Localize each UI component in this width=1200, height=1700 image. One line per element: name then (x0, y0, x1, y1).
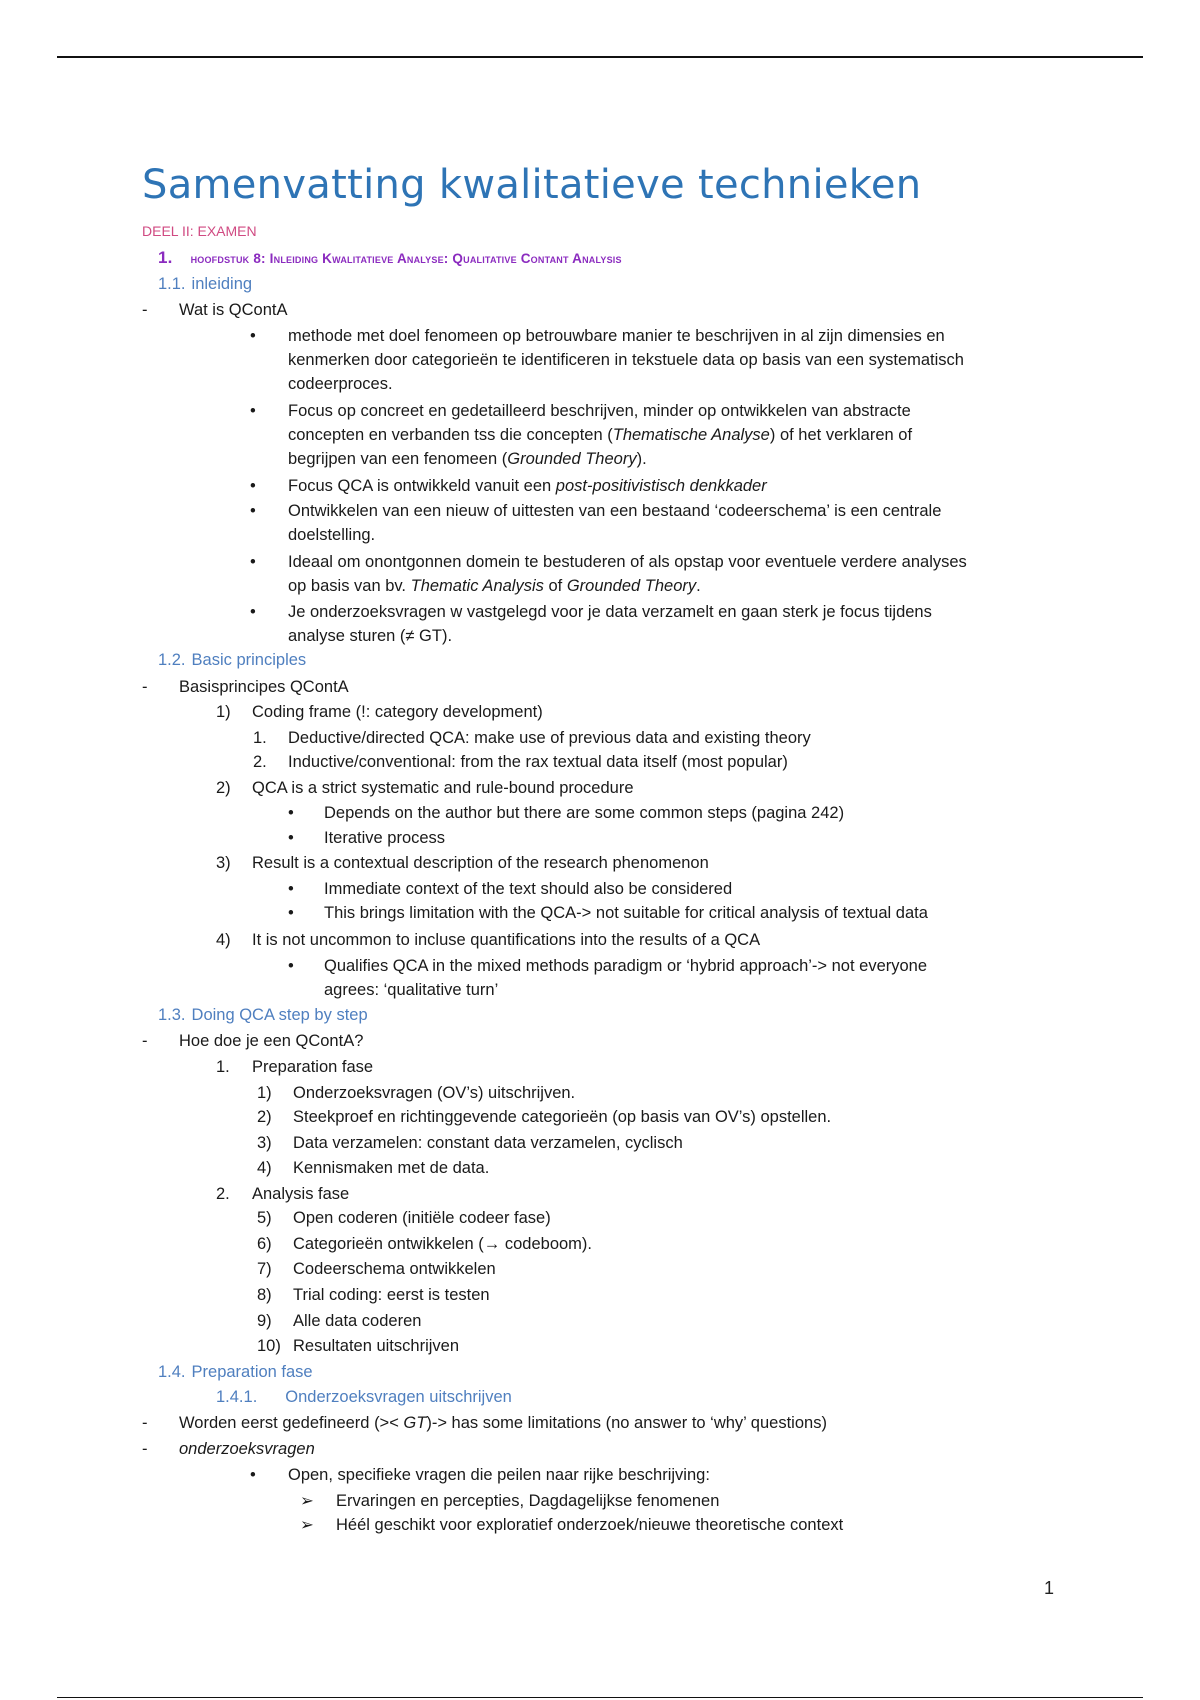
subsection-title: Onderzoeksvragen uitschrijven (285, 1388, 512, 1406)
bullet-marker: • (250, 477, 256, 495)
section-heading (158, 272, 252, 297)
list-number: 3) (257, 1134, 272, 1152)
dash-marker: - (142, 1032, 148, 1050)
list-number: 1. (253, 729, 267, 747)
bullet-text: methode met doel fenomeen op betrouwbare manier te beschrijven in al zijn dimensies en (288, 327, 945, 345)
bullet-text: codeerproces. (288, 375, 393, 393)
list-item: It is not uncommon to incluse quantifications into the results of a QCA (252, 931, 761, 949)
section-heading (158, 1003, 368, 1028)
text-run: concepten en verbanden tss die concepten ( (288, 426, 613, 444)
section-title: Preparation fase (191, 1363, 313, 1381)
subsection-number: 1.4.1. (216, 1388, 258, 1406)
bullet-marker: • (250, 1466, 256, 1484)
text-run: Focus QCA is ontwikkeld vanuit een (288, 477, 556, 495)
section-number: 1.2. (158, 651, 186, 669)
text-run: . (696, 577, 701, 595)
bullet-marker: • (288, 957, 294, 975)
text-run: )-> has some limitations (no answer to ‘why’ questions) (426, 1414, 827, 1432)
bullet-marker: • (250, 502, 256, 520)
list-item: Codeerschema ontwikkelen (293, 1260, 496, 1278)
list-number: 2. (253, 753, 267, 771)
italic-text: Grounded Theory (566, 577, 697, 595)
subsection-heading (216, 1385, 512, 1410)
bullet-text: Focus op concreet en gedetailleerd beschrijven, minder op ontwikkelen van abstracte (288, 402, 911, 420)
dash-marker: - (142, 301, 148, 319)
dash-item (179, 1411, 827, 1436)
section-number: 1.4. (158, 1363, 186, 1381)
bullet-text (288, 447, 647, 472)
bullet-text: Iterative process (324, 829, 446, 847)
list-number: 7) (257, 1260, 272, 1278)
bullet-text: Open, specifieke vragen die peilen naar rijke beschrijving: (288, 1466, 710, 1484)
list-item: Inductive/conventional: from the rax textual data itself (most popular) (288, 753, 788, 771)
list-item: Kennismaken met de data. (293, 1159, 490, 1177)
chapter-heading (158, 245, 622, 271)
italic-text: Thematic Analysis (410, 577, 544, 595)
section-title: Doing QCA step by step (191, 1006, 368, 1024)
list-number: 2) (216, 779, 231, 797)
text-run: ) of het verklaren of (769, 426, 913, 444)
list-number: 9) (257, 1312, 272, 1330)
dash-item: onderzoeksvragen (179, 1440, 315, 1458)
text-run: begrijpen van een fenomeen ( (288, 450, 508, 468)
list-item: Data verzamelen: constant data verzamelen, cyclisch (293, 1134, 683, 1152)
text-run: Worden eerst gedefineerd (>< (179, 1414, 404, 1432)
bullet-text: analyse sturen (≠ GT). (288, 627, 453, 645)
list-item: Analysis fase (252, 1185, 350, 1203)
list-item: Coding frame (!: category development) (252, 703, 543, 721)
list-item: Steekproef en richtinggevende categorieën (op basis van OV’s) opstellen. (293, 1108, 832, 1126)
italic-text: Thematische Analyse (612, 426, 770, 444)
dash-marker: - (142, 1414, 148, 1432)
section-heading (158, 1360, 313, 1385)
list-number: 1) (257, 1084, 272, 1102)
section-title: inleiding (191, 275, 253, 293)
section-number: 1.3. (158, 1006, 186, 1024)
list-number: 4) (216, 931, 231, 949)
section-title: Basic principles (191, 651, 307, 669)
arrow-bullet-icon: ➢ (300, 1516, 314, 1534)
dash-marker: - (142, 678, 148, 696)
list-item: Onderzoeksvragen (OV’s) uitschrijven. (293, 1084, 576, 1102)
list-item: Result is a contextual description of the research phenomenon (252, 854, 709, 872)
header-rule (57, 56, 1143, 58)
list-number: 5) (257, 1209, 272, 1227)
bullet-marker: • (288, 829, 294, 847)
bullet-marker: • (288, 880, 294, 898)
page-number: 1 (1044, 1578, 1055, 1598)
list-number: 1) (216, 703, 231, 721)
italic-text: post-positivistisch denkkader (555, 477, 767, 495)
bullet-text: agrees: ‘qualitative turn’ (324, 981, 499, 999)
section-heading (158, 648, 306, 673)
bullet-text (288, 474, 767, 499)
list-number: 3) (216, 854, 231, 872)
list-item: Categorieën ontwikkelen (→ codeboom). (293, 1235, 592, 1253)
bullet-text: Immediate context of the text should also be considered (324, 880, 733, 898)
bullet-marker: • (250, 327, 256, 345)
list-item: Open coderen (initiële codeer fase) (293, 1209, 551, 1227)
list-item: Trial coding: eerst is testen (293, 1286, 490, 1304)
bullet-marker: • (250, 402, 256, 420)
list-item: Deductive/directed QCA: make use of previous data and existing theory (288, 729, 811, 747)
list-item: Preparation fase (252, 1058, 374, 1076)
bullet-text: Ideaal om onontgonnen domein te bestuderen of als opstap voor eventuele verdere analyses (288, 553, 967, 571)
section-number: 1.1. (158, 275, 186, 293)
bullet-text (288, 574, 701, 599)
bullet-marker: • (250, 603, 256, 621)
text-run: ). (636, 450, 647, 468)
dash-item: Wat is QContA (179, 301, 288, 319)
bullet-text (288, 423, 912, 448)
bullet-marker: • (250, 553, 256, 571)
text-run: op basis van bv. (288, 577, 411, 595)
document-title: Samenvatting kwalitatieve technieken (142, 162, 922, 208)
arrow-item: Ervaringen en percepties, Dagdagelijkse fenomenen (336, 1492, 720, 1510)
list-number: 2) (257, 1108, 272, 1126)
footer-rule (57, 1697, 1143, 1698)
bullet-text: kenmerken door categorieën te identificeren in tekstuele data op basis van een systematisch (288, 351, 964, 369)
chapter-title: hoofdstuk 8: Inleiding Kwalitatieve Analyse: Qualitative Contant Analysis (190, 251, 622, 266)
list-number: 10) (257, 1337, 281, 1355)
bullet-marker: • (288, 904, 294, 922)
list-number: 8) (257, 1286, 272, 1304)
bullet-text: Je onderzoeksvragen w vastgelegd voor je data verzamelt en gaan sterk je focus tijdens (288, 603, 932, 621)
list-number: 6) (257, 1235, 272, 1253)
italic-text: Grounded Theory (507, 450, 637, 468)
italic-text: GT (403, 1414, 427, 1432)
list-number: 1. (216, 1058, 230, 1076)
bullet-text: This brings limitation with the QCA-> not suitable for critical analysis of textual data (324, 904, 928, 922)
part-heading: DEEL II: EXAMEN (142, 223, 257, 239)
list-item: Resultaten uitschrijven (293, 1337, 459, 1355)
bullet-text: doelstelling. (288, 526, 376, 544)
arrow-bullet-icon: ➢ (300, 1492, 314, 1510)
bullet-text: Qualifies QCA in the mixed methods paradigm or ‘hybrid approach’-> not everyone (324, 957, 928, 975)
arrow-item: Héél geschikt voor exploratief onderzoek/nieuwe theoretische context (336, 1516, 844, 1534)
bullet-text: Ontwikkelen van een nieuw of uittesten van een bestaand ‘codeerschema’ is een centrale (288, 502, 942, 520)
dash-item: Hoe doe je een QContA? (179, 1032, 364, 1050)
list-item: QCA is a strict systematic and rule-bound procedure (252, 779, 634, 797)
list-item: Alle data coderen (293, 1312, 422, 1330)
list-number: 2. (216, 1185, 230, 1203)
bullet-marker: • (288, 804, 294, 822)
dash-item: Basisprincipes QContA (179, 678, 349, 696)
text-run: of (543, 577, 567, 595)
chapter-number: 1. (158, 248, 173, 267)
dash-marker: - (142, 1440, 148, 1458)
bullet-text: Depends on the author but there are some common steps (pagina 242) (324, 804, 845, 822)
list-number: 4) (257, 1159, 272, 1177)
